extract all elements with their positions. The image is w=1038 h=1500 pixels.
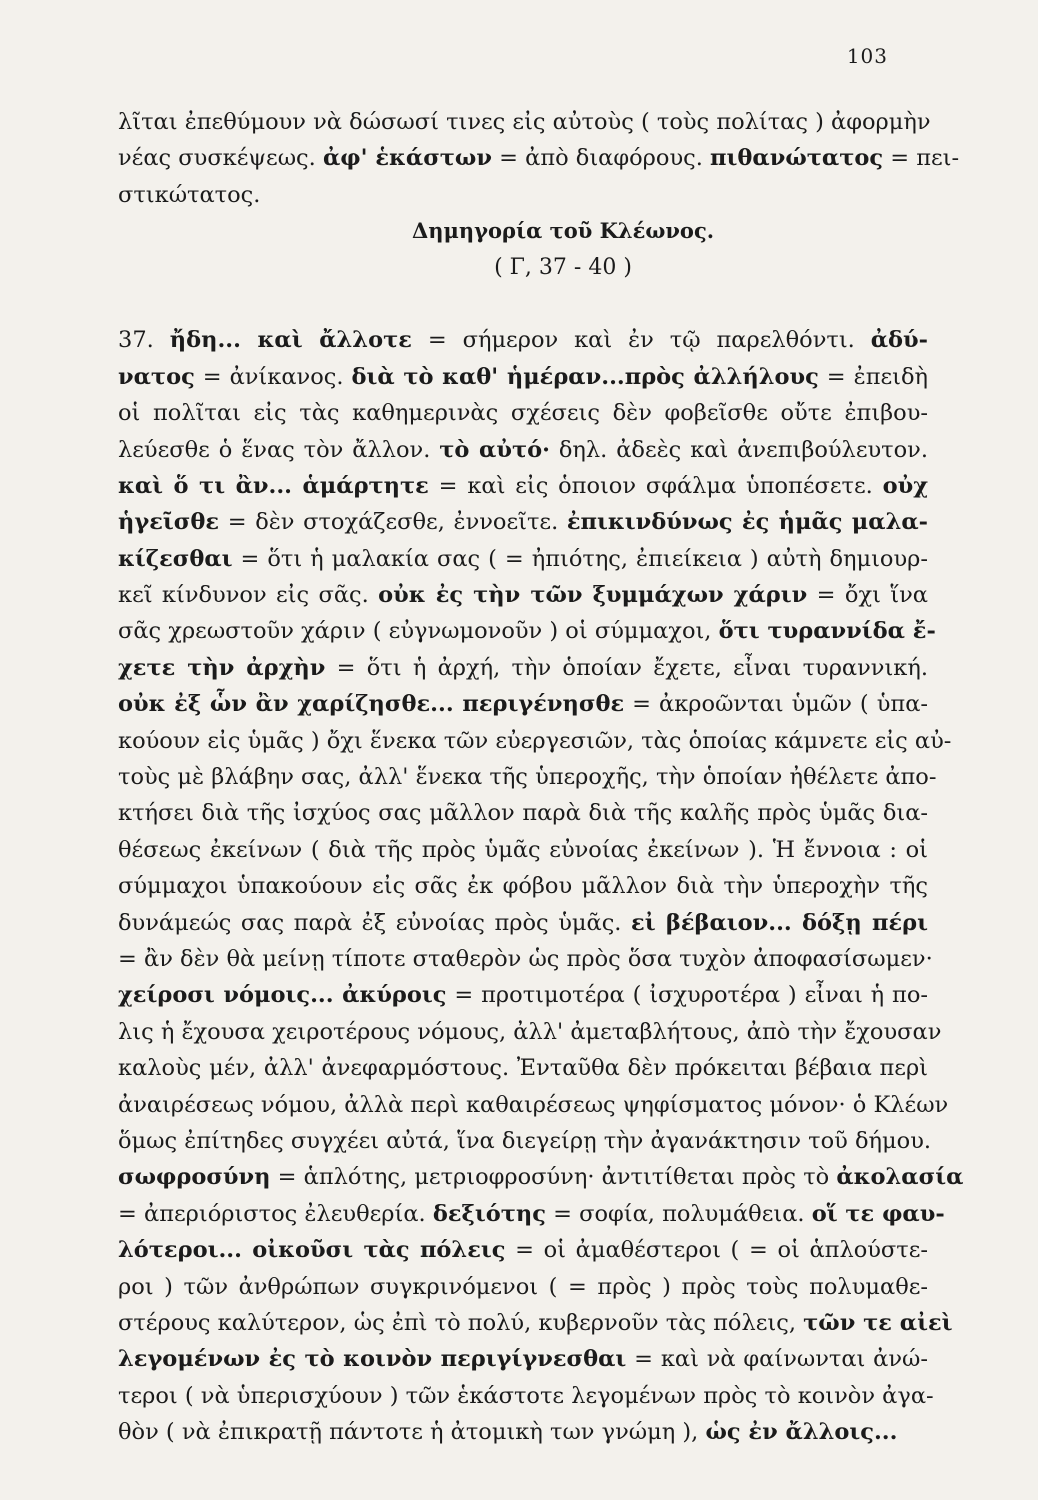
text-line [118,941,933,977]
text-line [118,359,928,395]
body-text [118,104,964,1450]
gloss-text: στικώτατος. [118,181,261,208]
gloss-text: = σήμερον καὶ ἐν τῷ παρελθόντι. [411,327,871,354]
lemma-term: οὐκ ἐς τὴν τῶν ξυμμάχων χάριν [378,582,808,609]
section-heading [118,213,928,249]
text-line [118,868,928,904]
gloss-text: ροι ) τῶν ἀνθρώπων συγκρινόμενοι ( = πρὸς ) πρὸς τοὺς πολυμαθε- [118,1273,928,1300]
gloss-text: = ἀνίκανος. [194,363,352,390]
gloss-text: = προτιμοτέρα ( ἰσχυροτέρα ) εἶναι ἡ πο- [446,982,928,1009]
text-line [118,1196,945,1232]
lemma-term: ἤδη... καὶ ἄλλοτε [169,327,412,354]
lemma-term: λότεροι... οἰκοῦσι τὰς πόλεις [118,1237,506,1264]
text-line [118,1050,928,1086]
text-line [118,759,937,795]
gloss-text: = ἂν δὲν θὰ μείνῃ τίποτε σταθερὸν ὡς πρὸς ὅσα τυχὸν ἀποφασίσωμεν· [118,945,933,972]
gloss-text: οἱ πολῖται εἰς τὰς καθημερινὰς σχέσεις δὲν φοβεῖσθε οὔτε ἐπιβου- [118,400,928,427]
text-line [118,905,928,941]
gloss-text: = οἱ ἀμαθέστεροι ( = οἱ ἁπλούστε- [505,1237,929,1264]
lemma-term: ἐπικινδύνως ἐς ἡμᾶς μαλα- [566,509,928,536]
lemma-term: ἡγεῖσθε [118,509,220,536]
text-line [118,1414,928,1450]
gloss-text: λις ἡ ἔχουσα χειροτέρους νόμους, ἀλλ' ἀμεταβλήτους, ἀπὸ τὴν ἔχουσαν [118,1018,942,1045]
gloss-text: κούουν εἰς ὑμᾶς ) ὄχι ἕνεκα τῶν εὐεργεσιῶν, τὰς ὁποίας κάμνετε εἰς αὐ- [118,727,952,754]
lemma-term: πιθανώτατος [710,145,884,172]
text-line [118,577,928,613]
text-line [118,322,928,358]
text-line [118,723,952,759]
gloss-text: δυνάμεώς σας παρὰ ἐξ εὐνοίας πρὸς ὑμᾶς. [118,909,632,936]
lemma-term: τῶν τε αἰεὶ [803,1309,953,1336]
lemma-term: ὅτι τυραννίδα ἔ- [718,618,936,645]
lemma-term: καὶ ὅ τι ἂν... ἁμάρτητε [118,472,429,499]
gloss-text: = ὅτι ἡ μαλακία σας ( = ἠπιότης, ἐπιείκεια ) αὐτὴ δημιουρ- [232,545,928,572]
gloss-text: στέρους καλύτερον, ὡς ἐπὶ τὸ πολύ, κυβερνοῦν τὰς πόλεις, [118,1309,804,1336]
text-line [118,1305,953,1341]
lemma-term: ἀκολασία [836,1164,964,1191]
gloss-text: = καὶ νὰ φαίνωνται ἀνώ- [626,1346,929,1373]
text-line [118,395,928,431]
text-line [118,104,931,140]
gloss-text: = ὄχι ἵνα [807,582,928,609]
gloss-text: ( Γ, 37 - 40 ) [494,254,632,280]
text-line [118,432,928,468]
blank-line [118,286,928,322]
gloss-text: = ἐπειδὴ [818,363,928,390]
lemma-term: οὐκ ἐξ ὧν ἂν χαρίζησθε... περιγένησθε [118,691,625,718]
gloss-text: τεροι ( νὰ ὑπερισχύουν ) τῶν ἑκάστοτε λεγομένων πρὸς τὸ κοινὸν ἀγα- [118,1382,934,1409]
gloss-text: νέας συσκέψεως. [118,145,323,172]
gloss-text: 37. [118,327,170,354]
lemma-term: δεξιότης [432,1200,546,1227]
lemma-term: εἰ βέβαιον... δόξῃ πέρι [631,909,928,936]
gloss-text: τοὺς μὲ βλάβην σας, ἀλλ' ἕνεκα τῆς ὑπεροχῆς, τὴν ὁποίαν ἠθέλετε ἀπο- [118,764,937,791]
text-line [118,795,928,831]
gloss-text: σᾶς χρεωστοῦν χάριν ( εὐγνωμονοῦν ) οἱ σύμμαχοι, [118,618,719,645]
text-line [118,1123,932,1159]
gloss-text: ἀναιρέσεως νόμου, ἀλλὰ περὶ καθαιρέσεως ψηφίσματος μόνον· ὁ Κλέων [118,1091,949,1118]
lemma-term: κίζεσθαι [118,545,233,572]
page-number: 103 [846,44,888,68]
gloss-text: = ἀκροῶνται ὑμῶν ( ὑπα- [624,691,928,718]
gloss-text: λῖται ἐπεθύμουν νὰ δώσωσί τινες εἰς αὐτοὺς ( τοὺς πολίτας ) ἀφορμὴν [118,109,931,135]
gloss-text: = δὲν στοχάζεσθε, ἐννοεῖτε. [219,509,567,536]
text-line [118,541,928,577]
text-line [118,1087,949,1123]
text-line [118,977,928,1013]
gloss-text: λεύεσθε ὁ ἕνας τὸν ἄλλον. [118,436,440,463]
lemma-term: ἀφ' ἑκάστων [322,145,492,172]
text-line [118,1341,928,1377]
gloss-text: = καὶ εἰς ὁποιον σφάλμα ὑποπέσετε. [428,472,883,499]
gloss-text: καλοὺς μέν, ἀλλ' ἀνεφαρμόστους. Ἐνταῦθα δὲν πρόκειται βέβαια περὶ [118,1055,928,1082]
gloss-text: = ἀπὸ διαφόρους. [491,145,711,172]
gloss-text: ὅμως ἐπίτηδες συγχέει αὐτά, ἵνα διεγείρῃ τὴν ἀγανάκτησιν τοῦ δήμου. [118,1127,932,1154]
text-line [118,1378,934,1414]
text-line [118,177,928,213]
gloss-text: κεῖ κίνδυνον εἰς σᾶς. [118,582,379,609]
text-line [118,1159,964,1195]
lemma-term: χείροσι νόμοις... ἀκύροις [118,982,447,1009]
text-line [118,504,928,540]
lemma-term: ὡς ἐν ἄλλοις... [705,1419,898,1446]
lemma-term: σωφροσύνη [118,1164,271,1191]
gloss-text: σύμμαχοι ὑπακούουν εἰς σᾶς ἐκ φόβου μᾶλλον διὰ τὴν ὑπεροχὴν τῆς [118,873,928,900]
gloss-text: = ἁπλότης, μετριοφροσύνη· ἀντιτίθεται πρὸς τὸ [270,1164,837,1191]
gloss-text: κτήσει διὰ τῆς ἰσχύος σας μᾶλλον παρὰ διὰ τῆς καλῆς πρὸς ὑμᾶς δια- [118,800,928,827]
gloss-text: θέσεως ἐκείνων ( διὰ τῆς πρὸς ὑμᾶς εὐνοίας ἐκείνων ). Ἡ ἔννοια : οἱ [118,836,928,863]
text-line [118,1014,942,1050]
gloss-text: θὸν ( νὰ ἐπικρατῇ πάντοτε ἡ ἀτομικὴ των γνώμη ), [118,1419,706,1446]
section-reference [118,250,928,286]
lemma-term: χετε τὴν ἀρχὴν [118,654,326,681]
gloss-text: = πει- [883,145,960,172]
lemma-term: ἀδύ- [870,327,928,354]
gloss-text: δηλ. ἀδεὲς καὶ ἀνεπιβούλευτον. [549,436,928,463]
text-line [118,613,936,649]
gloss-text: = σοφία, πολυμάθεια. [545,1200,812,1227]
text-line [118,1232,928,1268]
lemma-term: οἵ τε φαυ- [811,1200,945,1227]
text-line [118,832,928,868]
gloss-text: = ὅτι ἡ ἀρχή, τὴν ὁποίαν ἔχετε, εἶναι τυραννική. [325,654,928,681]
gloss-text: = ἀπεριόριστος ἐλευθερία. [118,1200,433,1227]
text-line [118,650,928,686]
lemma-term: οὐχ [882,472,928,499]
gloss-text: Δημηγορία τοῦ Κλέωνος. [411,218,715,244]
lemma-term: τὸ αὐτό· [439,436,550,463]
lemma-term: νατος [118,363,195,390]
text-line [118,140,960,176]
lemma-term: λεγομένων ἐς τὸ κοινὸν περιγίγνεσθαι [118,1346,627,1373]
text-line [118,1269,928,1305]
lemma-term: διὰ τὸ καθ' ἡμέραν...πρὸς ἀλλήλους [351,363,819,390]
text-line [118,468,928,504]
text-line [118,686,928,722]
